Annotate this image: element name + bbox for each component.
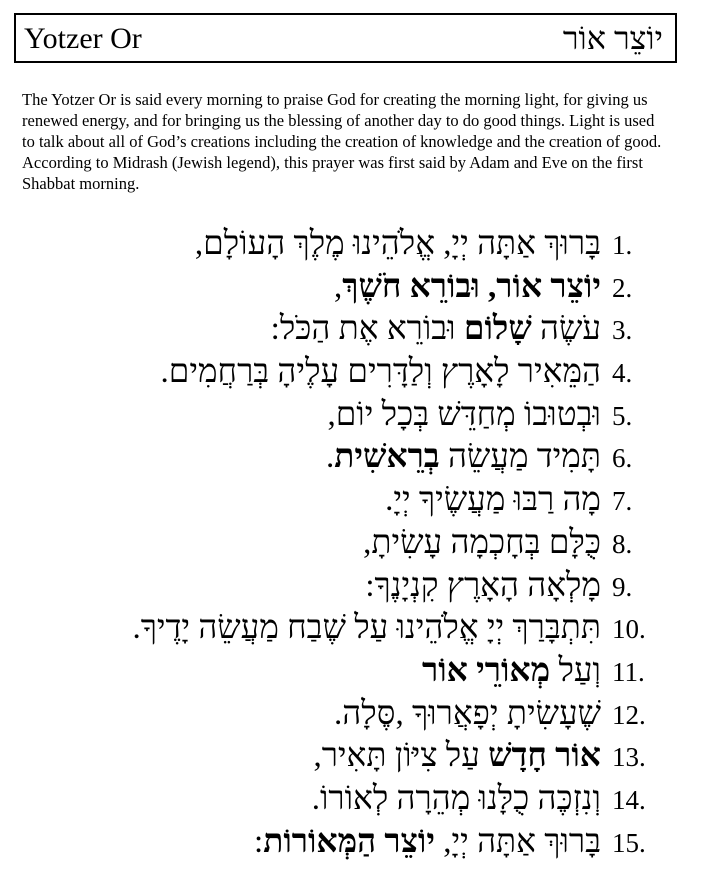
line-number: 14. [612, 784, 646, 815]
line-number: 13. [612, 742, 646, 773]
prayer-line [0, 480, 727, 523]
prayer-line [0, 523, 727, 566]
hebrew-bold-segment: שָׁלוֹם [463, 311, 532, 348]
hebrew-segment: וְנִזְכֶּה כֻלָּנוּ מְהֵרָה לְאוֹרוֹ. [311, 780, 601, 817]
hebrew-segment: שֶׁעָשִׂיתָ יְפָאֲרוּךָ ,סֶּלָה. [334, 695, 601, 732]
hebrew-bold-segment: מְאוֹרֵי אוֹר [422, 652, 551, 689]
hebrew-segment: וּבְטוּבוֹ מְחַדֵּשׁ בְּכָל יוֹם, [327, 396, 601, 433]
prayer-line [0, 608, 727, 651]
hebrew-segment: וְעַל [550, 652, 601, 689]
line-number: 8. [612, 528, 633, 559]
hebrew-bold-segment: יוֹצֵר אוֹר, וּבוֹרֵא חֹשֶׁךְ [342, 268, 601, 305]
hebrew-text [271, 309, 601, 349]
hebrew-text [334, 694, 601, 734]
line-number: 4. [612, 358, 633, 389]
line-number: 11. [612, 656, 645, 687]
prayer-line [0, 267, 727, 310]
hebrew-segment: . [326, 439, 335, 476]
line-number: 12. [612, 699, 646, 730]
hebrew-segment: תִּתְבָּרַךְ יְיָ אֱלֹהֵינוּ עַל שֶׁבַח מַעֲשֵׂה יָדֶיךָ. [132, 610, 601, 647]
hebrew-bold-segment: אוֹר חָדָשׁ [488, 738, 601, 775]
hebrew-segment: מָלְאָה הָאָרֶץ קִנְיָנֶךָ: [365, 567, 601, 604]
title-box [14, 13, 677, 63]
hebrew-segment: עֹשֶׂה [531, 311, 601, 348]
line-number: 7. [612, 486, 633, 517]
hebrew-text [160, 352, 601, 392]
prayer-line [0, 395, 727, 438]
prayer-line [0, 651, 727, 694]
line-number: 6. [612, 443, 633, 474]
prayer-line [0, 736, 727, 779]
prayer-line [0, 352, 727, 395]
hebrew-segment: וּבוֹרֵא אֶת הַכֹּל: [270, 311, 464, 348]
prayer-line [0, 779, 727, 822]
hebrew-bold-segment: בְרֵאשִׁית [334, 439, 440, 476]
line-number: 2. [612, 272, 633, 303]
prayer-line [0, 224, 727, 267]
hebrew-text [363, 523, 601, 563]
hebrew-segment: עַל צִיּוֹן תָּאִיר, [313, 738, 489, 775]
intro-paragraph: The Yotzer Or is said every morning to praise God for creating the morning light, for giving us renewed energy, and for bringing us the blessing of another day to do good things. Light is used to talk about all of God’s creations including the creation of knowledge and the creation of good. According to Midrash (Jewish legend), this prayer was first said by Adam and Eve on the first Shabbat morning. [22, 90, 662, 193]
hebrew-segment: : [254, 823, 264, 860]
prayer-lines [0, 224, 727, 864]
line-number: 5. [612, 400, 633, 431]
line-number: 15. [612, 827, 646, 858]
hebrew-text [313, 736, 601, 776]
hebrew-bold-segment: יוֹצֵר הַמְּאוֹרוֹת [263, 823, 436, 860]
hebrew-segment: בָּרוּךְ אַתָּה יְיָ, [435, 823, 601, 860]
line-number: 3. [612, 315, 633, 346]
hebrew-segment: בָּרוּךְ אַתָּה יְיָ, אֱלֹהֵינוּ מֶלֶךְ הָעוֹלָם, [194, 226, 601, 262]
hebrew-text [195, 224, 601, 264]
prayer-line [0, 822, 727, 865]
hebrew-text [254, 822, 601, 862]
hebrew-segment: , [334, 268, 343, 305]
hebrew-text [132, 608, 601, 648]
hebrew-text [312, 779, 601, 819]
hebrew-segment: כֻּלָּם בְּחָכְמָה עָשִׂיתָ, [363, 524, 601, 561]
title-hebrew: יוֹצֵר אוֹר [562, 20, 663, 56]
hebrew-text [327, 395, 601, 435]
hebrew-segment: תָּמִיד מַעֲשֵׂה [439, 439, 601, 476]
hebrew-text [365, 566, 601, 606]
hebrew-text [422, 651, 601, 691]
line-number: 1. [612, 230, 633, 260]
line-number: 9. [612, 571, 633, 602]
hebrew-text [334, 267, 601, 307]
hebrew-segment: הַמֵּאִיר לָאָרֶץ וְלַדָּרִים עָלֶיהָ בְּרַחֲמִים. [160, 354, 601, 391]
hebrew-text [385, 480, 601, 520]
hebrew-text [326, 437, 601, 477]
prayer-line [0, 694, 727, 737]
line-number: 10. [612, 614, 646, 645]
prayer-line [0, 309, 727, 352]
hebrew-segment: מָה רַבּוּ מַעֲשֶׂיךָ יְיָ. [385, 482, 601, 519]
prayer-line [0, 566, 727, 609]
title-english: Yotzer Or [24, 22, 142, 55]
prayer-line [0, 437, 727, 480]
